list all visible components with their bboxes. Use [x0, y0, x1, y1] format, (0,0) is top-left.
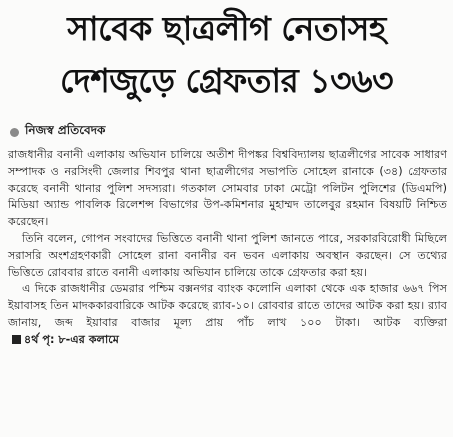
headline-line-1: সাবেক ছাত্রলীগ নেতাসহ [67, 9, 386, 48]
paragraph-3 [8, 281, 447, 348]
article-body [8, 147, 447, 349]
paragraph-2: তিনি বলেন, গোপন সংবাদের ভিত্তিতে বনানী থানা পুলিশ জানতে পারে, সরকারবিরোধী মিছিলে সরাসরি অংশগ্রহণকারী সোহেল রানা বনানীর বন ভবন এলাকায় অবস্থান করছেন। সে তথ্যের ভিত্তিতে রোববার রাতে বনানী এলাকায় অভিযান চালিয়ে তাকে গ্রেফতার করা হয়। [8, 231, 447, 279]
continuation-text: ৪র্থ পৃ: ৮-এর কলামে [24, 332, 119, 346]
square-bullet-icon [12, 335, 21, 344]
byline-label: নিজস্ব প্রতিবেদক [25, 123, 106, 137]
bullet-icon [10, 128, 19, 137]
headline-line-2: দেশজুড়ে গ্রেফতার ১৩৬৩ [59, 61, 394, 100]
paragraph-1: রাজধানীর বনানী এলাকায় অভিযান চালিয়ে অতীশ দীপঙ্কর বিশ্ববিদ্যালয় ছাত্রলীগের সাবেক সাধারণ সম্পাদক ও নরসিংদী জেলার শিবপুর থানা ছাত্রলীগের সভাপতি সোহেল রানাকে (৩৪) গ্রেফতার করেছে বনানী থানার পুলিশ সদস্যরা। গতকাল সোমবার ঢাকা মেট্রো পলিটন পুলিশের (ডিএমপি) মিডিয়া অ্যান্ড পাবলিক রিলেশন্স বিভাগের উপ-কমিশনার মুহাম্মদ তালেবুর রহমান বিষয়টি নিশ্চিত করেছেন। [8, 148, 447, 229]
paragraph-3-text: এ দিকে রাজধানীর ডেমরার পশ্চিম বক্সনগর ব্যাংক কলোনি এলাকা থেকে এক হাজার ৬৬৭ পিস ইয়াবাসহ তিন মাদককারবারিকে আটক করেছে র‌্যাব-১০। রোববার রাতে তাদের আটক করা হয়। র‌্যাব জানায়, জব্দ ইয়াবার বাজার মূল্য প্রায় পাঁচ লাখ ১০০ টাকা। আটক ব্যক্তিরা [8, 282, 447, 329]
continuation-jump [8, 333, 119, 346]
byline [10, 123, 105, 141]
